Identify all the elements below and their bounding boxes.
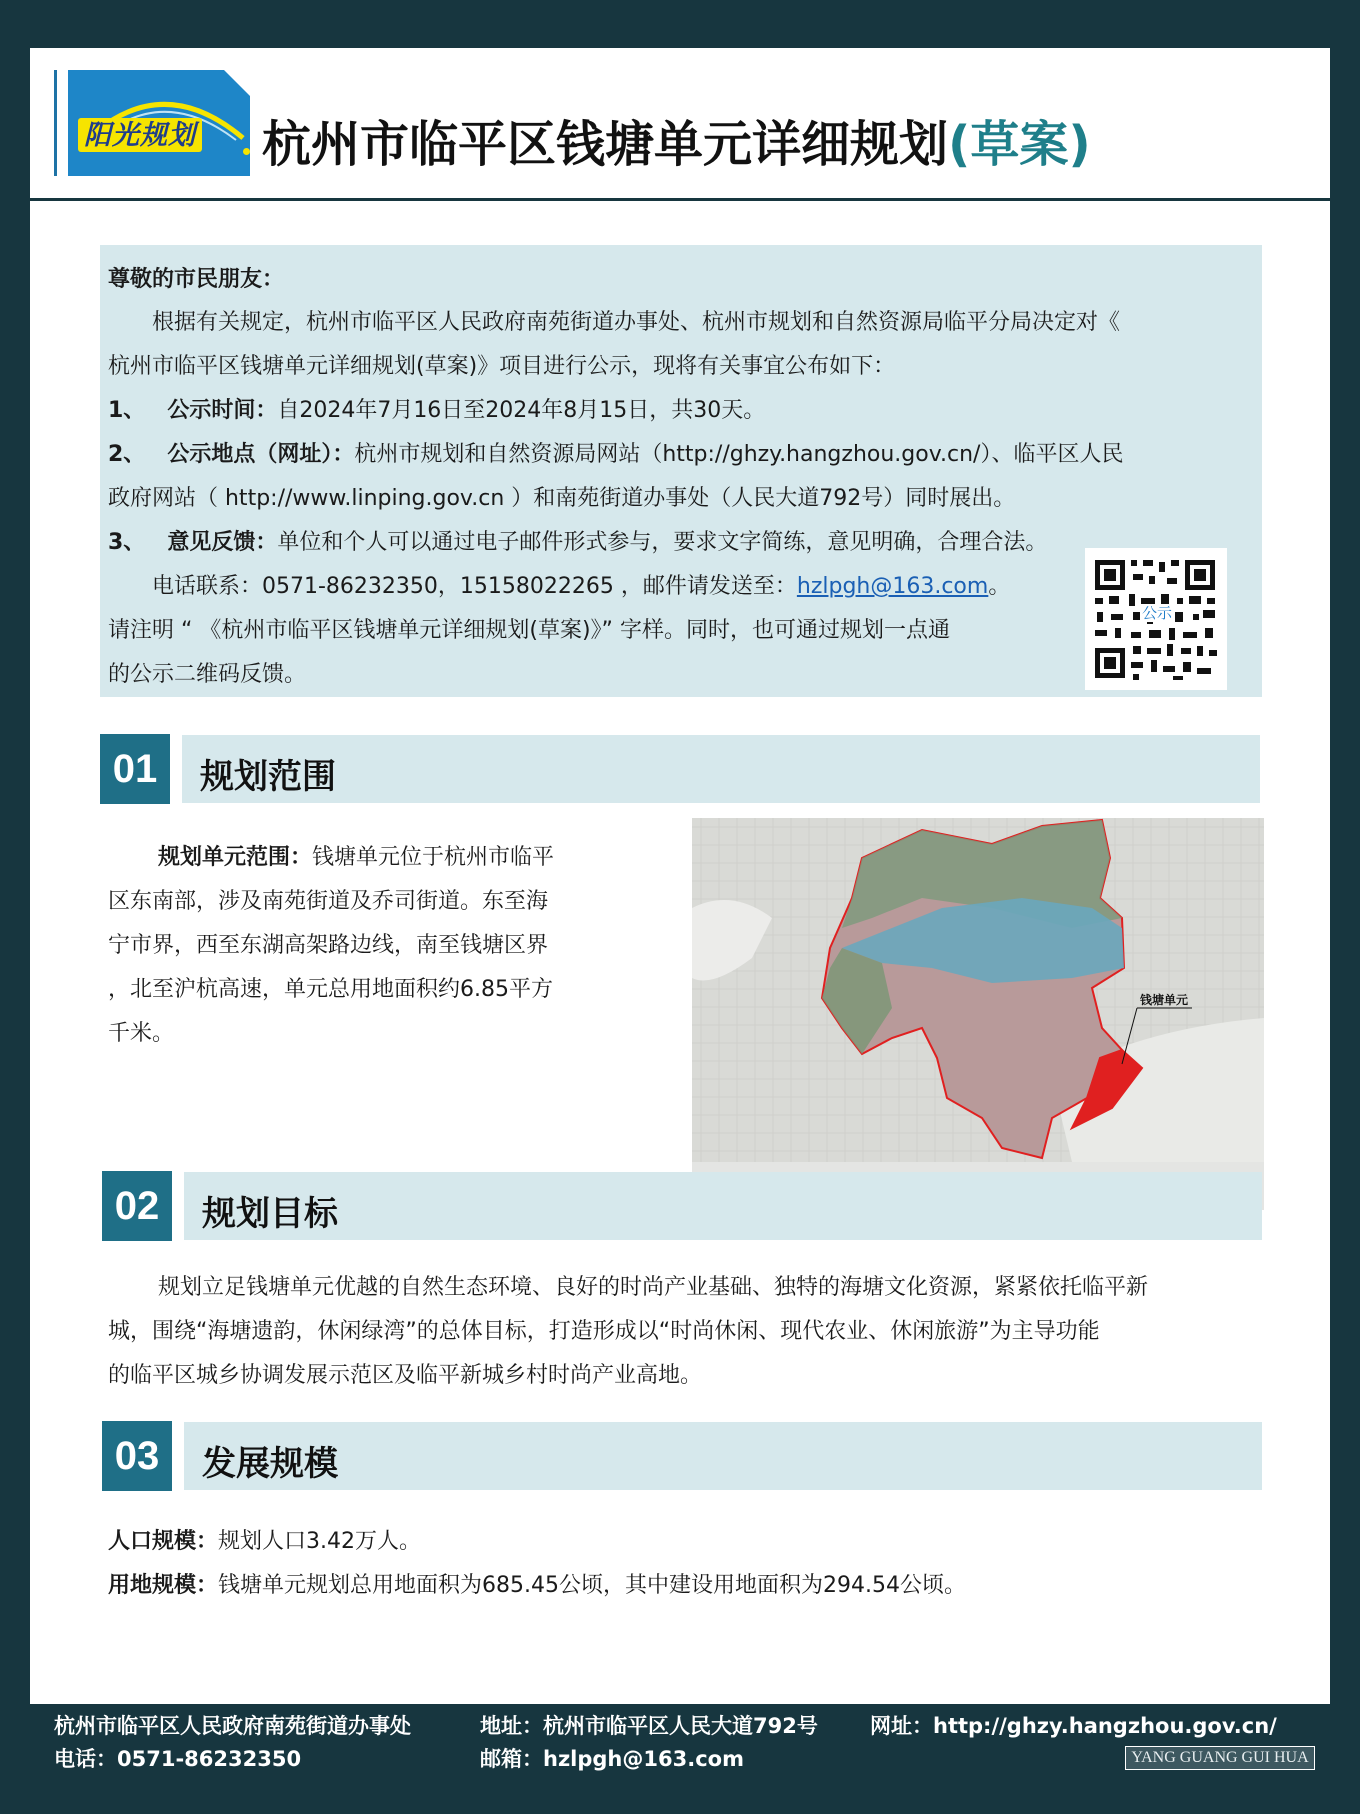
section-number-03: 03 (102, 1421, 172, 1491)
scope-text: 钱塘单元位于杭州市临平 (312, 845, 555, 870)
scope-line-4: ，北至沪杭高速，单元总用地面积约6.85平方 (108, 977, 553, 1002)
scope-line-1 (108, 836, 554, 880)
logo-text: 阳光规划 (78, 118, 202, 152)
sunshine-planning-logo (68, 70, 250, 176)
footer-org: 杭州市临平区人民政府南苑街道办事处 (54, 1714, 411, 1738)
logo-dot-icon (243, 148, 250, 155)
goal-line-1: 规划立足钱塘单元优越的自然生态环境、良好的时尚产业基础、独特的海塘文化资源，紧紧依托临平新 (158, 1275, 1149, 1300)
section-title-01: 规划范围 (200, 757, 336, 797)
map-image (692, 818, 1264, 1162)
greeting: 尊敬的市民朋友： (108, 267, 285, 292)
contact-email-link[interactable]: hzlpgh@163.com (796, 574, 989, 599)
footer-badge: YANG GUANG GUI HUA (1125, 1746, 1315, 1770)
qr-label: 公示 (1142, 604, 1173, 622)
scope-line-5: 千米。 (108, 1021, 175, 1046)
goal-line-3: 的临平区城乡协调发展示范区及临平新城乡村时尚产业高地。 (108, 1363, 703, 1388)
scope-line-2: 区东南部，涉及南苑街道及乔司街道。东至海 (108, 889, 549, 914)
footer-phone: 电话：0571-86232350 (54, 1747, 302, 1771)
map-area-label: 钱塘单元 (1140, 993, 1189, 1007)
item-text: 自2024年7月16日至2024年8月15日，共30天。 (277, 398, 766, 423)
header-divider (30, 198, 1330, 201)
land-text: 钱塘单元规划总用地面积为685.45公顷，其中建设用地面积为294.54公顷。 (218, 1573, 966, 1598)
scope-line-3: 宁市界，西至东湖高架路边线，南至钱塘区界 (108, 933, 549, 958)
section-number-01: 01 (100, 734, 170, 804)
section-number-02: 02 (102, 1171, 172, 1241)
footer-website[interactable]: 网址：http://ghzy.hangzhou.gov.cn/ (870, 1714, 1277, 1738)
contact-prefix: 电话联系：0571-86232350，15158022265 ，邮件请发送至： (152, 574, 797, 599)
qr-code[interactable] (1085, 548, 1227, 690)
land-label: 用地规模： (108, 1573, 219, 1598)
item-label: 公示时间： (167, 398, 278, 423)
item-number: 3、 (108, 530, 146, 555)
section-header-02 (184, 1172, 1262, 1240)
item-feedback (108, 528, 1047, 558)
land-scale (108, 1564, 966, 1608)
title-main: 杭州市临平区钱塘单元详细规划 (262, 116, 949, 173)
item-time (108, 396, 765, 426)
footer-address: 地址：杭州市临平区人民大道792号 (480, 1714, 818, 1738)
logo-fold-corner (224, 70, 250, 96)
item-number: 2、 (108, 442, 146, 467)
intro-line-1: 根据有关规定，杭州市临平区人民政府南苑街道办事处、杭州市规划和自然资源局临平分局决定对《 (152, 310, 1121, 335)
item-text: 单位和个人可以通过电子邮件形式参与，要求文字简练，意见明确，合理合法。 (277, 530, 1048, 555)
title-draft: (草案) (948, 116, 1091, 173)
goal-line-2: 城，围绕“海塘遗韵，休闲绿湾”的总体目标，打造形成以“时尚休闲、现代农业、休闲旅游”为主导功能 (108, 1319, 1100, 1344)
note-line-2: 的公示二维码反馈。 (108, 662, 307, 687)
population-scale (108, 1520, 421, 1564)
contact-line (152, 572, 1010, 602)
contact-suffix: 。 (988, 574, 1011, 599)
page-title (262, 106, 1091, 176)
section-title-03: 发展规模 (202, 1444, 338, 1484)
item-place-cont: 政府网站（ http://www.linping.gov.cn ）和南苑街道办事处（人民大道792号）同时展出。 (108, 486, 1016, 511)
intro-line-2: 杭州市临平区钱塘单元详细规划(草案)》项目进行公示，现将有关事宜公布如下： (108, 354, 896, 379)
item-label: 公示地点（网址）： (167, 442, 355, 467)
population-text: 规划人口3.42万人。 (218, 1529, 422, 1554)
section-title-02: 规划目标 (202, 1194, 338, 1234)
item-text: 杭州市规划和自然资源局网站（http://ghzy.hangzhou.gov.cn/）、临平区人民 (354, 442, 1124, 467)
item-number: 1、 (108, 398, 146, 423)
section-header-03 (184, 1422, 1262, 1490)
item-place (108, 440, 1123, 470)
note-line-1: 请注明 “ 《杭州市临平区钱塘单元详细规划(草案)》” 字样。同时，也可通过规划一点通 (108, 618, 950, 643)
footer-email[interactable]: 邮箱：hzlpgh@163.com (480, 1747, 744, 1771)
item-label: 意见反馈： (167, 530, 278, 555)
scope-label: 规划单元范围： (158, 845, 313, 870)
header-accent-line (54, 70, 57, 176)
section-header-01 (182, 735, 1260, 803)
planning-area-map (692, 818, 1264, 1210)
population-label: 人口规模： (108, 1529, 219, 1554)
